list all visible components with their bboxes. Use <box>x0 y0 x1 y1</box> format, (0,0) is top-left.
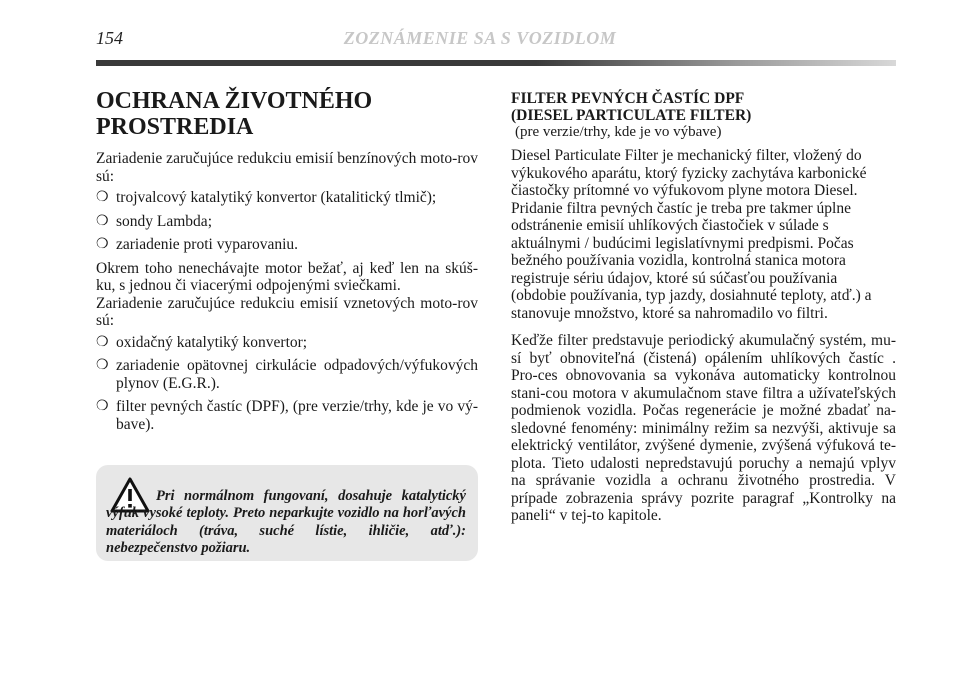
right-column <box>511 90 896 535</box>
bullet-circle-icon: ❍ <box>96 399 109 414</box>
list-item: ❍ sondy Lambda; <box>96 212 212 230</box>
list-item: ❍ zariadenie opätovnej cirkulácie odpadových/výfukových plynov (E.G.R.). <box>96 357 478 392</box>
petrol-list <box>96 189 478 254</box>
dpf-subtitle: (pre verzie/trhy, kde je vo výbave) <box>515 124 722 140</box>
bullet-circle-icon: ❍ <box>96 358 109 373</box>
bullet-circle-icon: ❍ <box>96 334 109 350</box>
bullet-circle-icon: ❍ <box>96 237 109 252</box>
header-rule <box>96 60 896 66</box>
running-head: ZOZNÁMENIE SA S VOZIDLOM <box>343 28 617 48</box>
list-item: ❍ filter pevných častíc (DPF), (pre verzie/trhy, kde je vo vý-bave). <box>96 398 478 433</box>
left-column <box>96 88 478 439</box>
dpf-paragraph-1: Diesel Particulate Filter je mechanický filter, vložený do výkukového aparátu, ktorý fyzicky zachytáva karbonické čiastočky prítomné vo výfukovom plyne motora Diesel. Pridanie filtra pevných častíc je treba pre takmer úplne odstránenie emisií uhlíkových čiastočiek v súlade s aktuálnymi / budúcimi legislatívnymi predpismi. Počas bežného používania vozidla, kontrolná stanica motora registruje sériu údajov, ktoré sú súčasťou používania (obdobie používania, typ jazdy, dosiahnuté teploty, atď.) a stanovuje množstvo, ktoré sa nahromadilo vo filtri. <box>511 147 872 322</box>
warning-text: Pri normálnom fungovaní, dosahuje katalytický výfuk vysoké teploty. Preto neparkujte vozidlo na horľavých materiáloch (tráva, suché lístie, ihličie, atď.): nebezpečenstvo požiaru. <box>106 487 466 556</box>
intro-petrol: Zariadenie zaručujúce redukciu emisií benzínových moto-rov sú: <box>96 150 478 185</box>
dpf-title-line1: FILTER PEVNÝCH ČASTÍC DPF <box>511 90 745 107</box>
section-title-line1: OCHRANA ŽIVOTNÉHO <box>96 88 373 114</box>
warning-box <box>96 465 478 561</box>
bullet-circle-icon: ❍ <box>96 213 109 229</box>
bullet-circle-icon: ❍ <box>96 190 109 205</box>
dpf-title <box>511 90 896 124</box>
dpf-paragraph-2: Keďže filter predstavuje periodický akumulačný systém, mu-sí byť obnoviteľná (čistená) opálením uhlíkových častíc . Pro-ces obnovovania sa vykonáva automaticky kontrolnou stani-cou motora v akumulačnom stave filtra a užívateľských podmienok vozidla. Počas regenerácie je možné zbadať na-sledovné fenomény: minimálny režim sa nezvýši, aktivuje sa elektrický ventilátor, zvýšené dymenie, zvýšená výfuková te-plota. Tieto udalosti nepredstavujú poruchy a nemajú vplyv na správanie vozidla a ochranu životného prostredia. V prípade zobrazenia správy pozrite paragraf „Kontrolky na paneli“ v tej-to kapitole. <box>511 332 896 524</box>
diesel-list <box>96 334 478 434</box>
list-item: ❍ trojvalcový katalytiký konvertor (katalitický tlmič); <box>96 189 437 206</box>
section-title-line2: PROSTREDIA <box>96 114 254 140</box>
intro-diesel: Zariadenie zaručujúce redukciu emisií vznetových moto-rov sú: <box>96 294 478 329</box>
dpf-title-line2: (DIESEL PARTICULATE FILTER) <box>511 107 752 124</box>
page-number: 154 <box>96 28 123 48</box>
section-title <box>96 88 478 140</box>
list-item: ❍ zariadenie proti vyparovaniu. <box>96 236 299 253</box>
engine-note: Okrem toho nenechávajte motor bežať, aj keď len na skúš-ku, s jednou či viacerými odpojenými sviečkami. <box>96 259 478 294</box>
list-item: ❍ oxidačný katalytiký konvertor; <box>96 333 308 351</box>
